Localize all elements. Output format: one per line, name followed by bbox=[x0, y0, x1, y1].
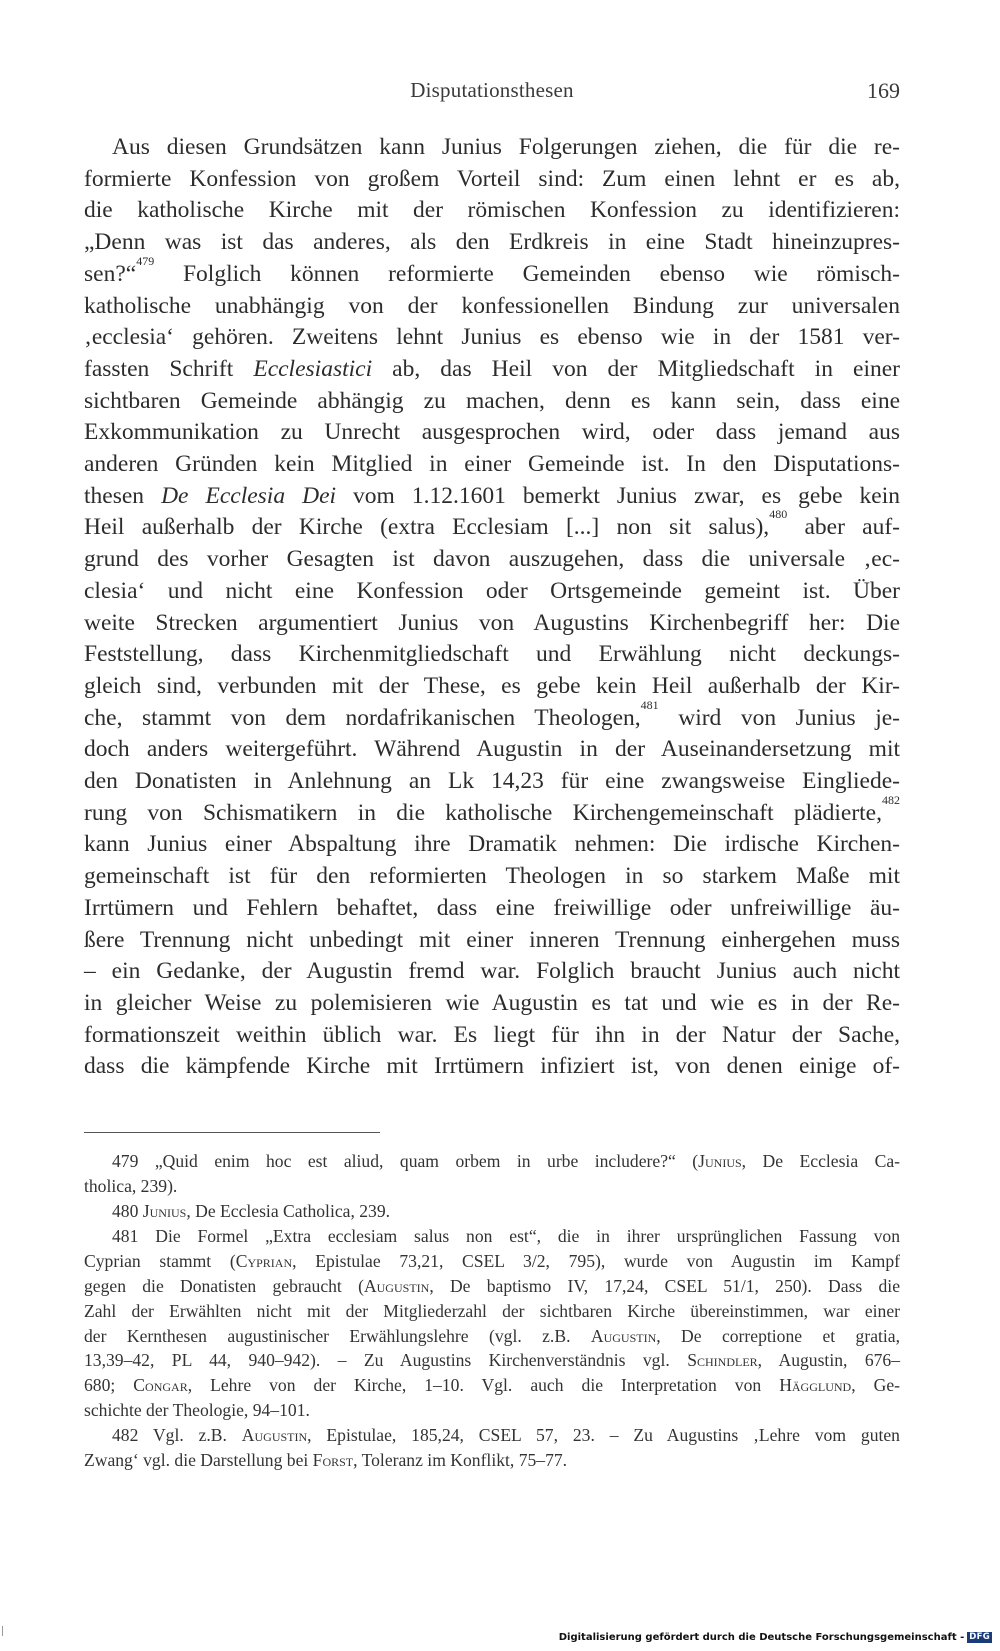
text-line: Feststellung, dass Kirchenmitgliedschaft und Erwählung nicht deckungs- bbox=[84, 641, 900, 668]
text-line: fassten Schrift Ecclesiastici ab, das Heil von der Mitgliedschaft in einer bbox=[84, 355, 900, 382]
footnote-482 bbox=[84, 1423, 900, 1473]
running-head bbox=[84, 78, 900, 110]
author-name: Schindler bbox=[687, 1350, 758, 1371]
text-line: gleich sind, verbunden mit der These, es gebe kein Heil außerhalb der Kir- bbox=[84, 672, 900, 699]
text-line: ‚ecclesia‘ gehören. Zweitens lehnt Junius es ebenso wie in der 1581 ver- bbox=[84, 324, 900, 351]
footnote-line: tholica, 239). bbox=[84, 1175, 178, 1196]
text-line: clesia‘ und nicht eine Konfession oder Ortsgemeinde gemeint ist. Über bbox=[84, 577, 900, 604]
footnote-line: schichte der Theologie, 94–101. bbox=[84, 1399, 310, 1420]
author-name: Augustin bbox=[363, 1275, 430, 1296]
text-line: in gleicher Weise zu polemisieren wie Augustin es tat und wie es in der Re- bbox=[84, 989, 900, 1016]
text-line: thesen De Ecclesia Dei vom 1.12.1601 bemerkt Junius zwar, es gebe kein bbox=[84, 482, 900, 509]
work-title: De Ecclesia Dei bbox=[161, 482, 337, 509]
footnote-ref-482: 482 bbox=[882, 792, 900, 807]
text-line: grund des vorher Gesagten ist davon auszugehen, dass die universale ‚ec- bbox=[84, 546, 900, 573]
text-line: formationszeit weithin üblich war. Es liegt für ihn in der Natur der Sache, bbox=[84, 1021, 900, 1048]
text-line: ßere Trennung nicht unbedingt mit einer inneren Trennung einhergehen muss bbox=[84, 926, 900, 953]
footnote-number: 479 bbox=[112, 1151, 139, 1171]
author-name: Junius bbox=[142, 1201, 187, 1222]
footnote-ref-480: 480 bbox=[769, 507, 788, 522]
credit-text: Digitalisierung gefördert durch die Deutsche Forschungsgemeinschaft - bbox=[558, 1632, 965, 1643]
footnote-line: 479 „Quid enim hoc est aliud, quam orbem in urbe includere?“ (Junius, De Ecclesia Ca- bbox=[112, 1151, 900, 1171]
footnote-line: Zwang‘ vgl. die Darstellung bei Forst, Toleranz im Konflikt, 75–77. bbox=[84, 1450, 568, 1471]
scan-margin-mark bbox=[2, 1626, 3, 1636]
text-line: rung von Schismatikern in die katholische Kirchengemeinschaft plädierte,$^{482}$ bbox=[84, 792, 900, 826]
text-line: gemeinschaft ist für den reformierten Theologen in so starkem Maße mit bbox=[84, 863, 900, 890]
text-line: weite Strecken argumentiert Junius von Augustins Kirchenbegriff her: Die bbox=[84, 609, 900, 636]
footnote-line: Zahl der Erwählten nicht mit der Mitgliederzahl der sichtbaren Kirche übereinstimmen, war einer bbox=[84, 1300, 900, 1321]
footnote-line: 13,39–42, PL 44, 940–942). – Zu Augustins Kirchenverständnis vgl. Schindler, Augustin, 676– bbox=[84, 1350, 901, 1371]
dfg-logo-icon: DFG bbox=[969, 1632, 990, 1642]
text-line: sen?“$^{479}$ Folglich können reformierte Gemeinden ebenso wie römisch- bbox=[84, 253, 900, 287]
footnote-line: 480 Junius, De Ecclesia Catholica, 239. bbox=[112, 1201, 391, 1222]
text-line: formierte Konfession von großem Vorteil sind: Zum einen lehnt er es ab, bbox=[84, 165, 900, 192]
footnote-481 bbox=[84, 1224, 900, 1422]
author-name: Forst bbox=[312, 1450, 354, 1471]
footnote-line: gegen die Donatisten gebraucht (Augustin, De baptismo IV, 17,24, CSEL 51/1, 250). Dass die bbox=[84, 1275, 901, 1296]
footnote-line: Cyprian stammt (Cyprian, Epistulae 73,21, CSEL 3/2, 795), wurde von Augustin im Kampf bbox=[84, 1251, 900, 1272]
footnote-number: 482 bbox=[112, 1425, 139, 1446]
footnote-number: 480 bbox=[112, 1201, 139, 1222]
digitization-credit bbox=[559, 1632, 992, 1643]
footnote-479 bbox=[84, 1149, 900, 1199]
footnote-480 bbox=[84, 1199, 900, 1224]
book-page bbox=[84, 0, 900, 1651]
page-number: 169 bbox=[867, 78, 900, 103]
author-name: Cyprian bbox=[235, 1251, 293, 1272]
text-line: Aus diesen Grundsätzen kann Junius Folgerungen ziehen, die für die re- bbox=[112, 134, 900, 160]
text-line: katholische unabhängig von der konfessionellen Bindung zur universalen bbox=[84, 292, 900, 319]
text-line: kann Junius einer Abspaltung ihre Dramatik nehmen: Die irdische Kirchen- bbox=[84, 831, 900, 858]
main-text bbox=[84, 132, 900, 1083]
footnote-ref-479: 479 bbox=[136, 253, 155, 268]
running-title: Disputationsthesen bbox=[410, 78, 574, 102]
footnote-number: 481 bbox=[112, 1226, 139, 1247]
author-name: Hägglund bbox=[779, 1375, 852, 1396]
text-line: anderen Gründen kein Mitglied in einer Gemeinde ist. In den Disputations- bbox=[84, 451, 900, 478]
text-line: doch anders weitergeführt. Während Augustin in der Auseinandersetzung mit bbox=[84, 736, 900, 763]
footnote-line: der Kernthesen augustinischer Erwählungslehre (vgl. z.B. Augustin, De correptione et gratia, bbox=[84, 1325, 900, 1346]
footnote-line: 481 Die Formel „Extra ecclesiam salus non est“, die in ihrer ursprünglichen Fassung von bbox=[112, 1226, 901, 1247]
author-name: Augustin bbox=[241, 1425, 308, 1446]
text-line: den Donatisten in Anlehnung an Lk 14,23 für eine zwangsweise Eingliede- bbox=[84, 768, 900, 795]
text-line: dass die kämpfende Kirche mit Irrtümern infiziert ist, von denen einige of- bbox=[84, 1053, 900, 1080]
work-title: Ecclesiastici bbox=[253, 355, 373, 382]
text-line: che, stammt von dem nordafrikanischen Theologen,$^{481}$ wird von Junius je- bbox=[84, 697, 901, 731]
author-name: Augustin bbox=[590, 1325, 657, 1346]
text-line: – ein Gedanke, der Augustin fremd war. Folglich braucht Junius auch nicht bbox=[84, 958, 900, 985]
footnote-line: 482 Vgl. z.B. Augustin, Epistulae, 185,24, CSEL 57, 23. – Zu Augustins ‚Lehre vom guten bbox=[112, 1425, 900, 1446]
footnote-ref-481: 481 bbox=[640, 697, 659, 712]
text-line: sichtbaren Gemeinde abhängig zu machen, denn es kann sein, dass eine bbox=[84, 387, 900, 414]
footnote-separator bbox=[84, 1132, 380, 1133]
author-name: Junius bbox=[698, 1151, 742, 1171]
text-line: Exkommunikation zu Unrecht ausgesprochen wird, oder dass jemand aus bbox=[84, 419, 900, 446]
footnote-line: 680; Congar, Lehre von der Kirche, 1–10. Vgl. auch die Interpretation von Hägglund, Ge- bbox=[84, 1375, 901, 1396]
footnotes bbox=[84, 1149, 900, 1473]
text-line: „Denn was ist das anderes, als den Erdkreis in eine Stadt hineinzupres- bbox=[84, 229, 900, 256]
text-line: die katholische Kirche mit der römischen Konfession zu identifizieren: bbox=[84, 197, 900, 224]
text-line: Irrtümern und Fehlern behaftet, dass eine freiwillige oder unfreiwillige äu- bbox=[84, 894, 900, 921]
text-line: Heil außerhalb der Kirche (extra Ecclesiam [...] non sit salus),$^{480}$ aber auf- bbox=[84, 507, 900, 541]
author-name: Congar bbox=[133, 1375, 188, 1396]
